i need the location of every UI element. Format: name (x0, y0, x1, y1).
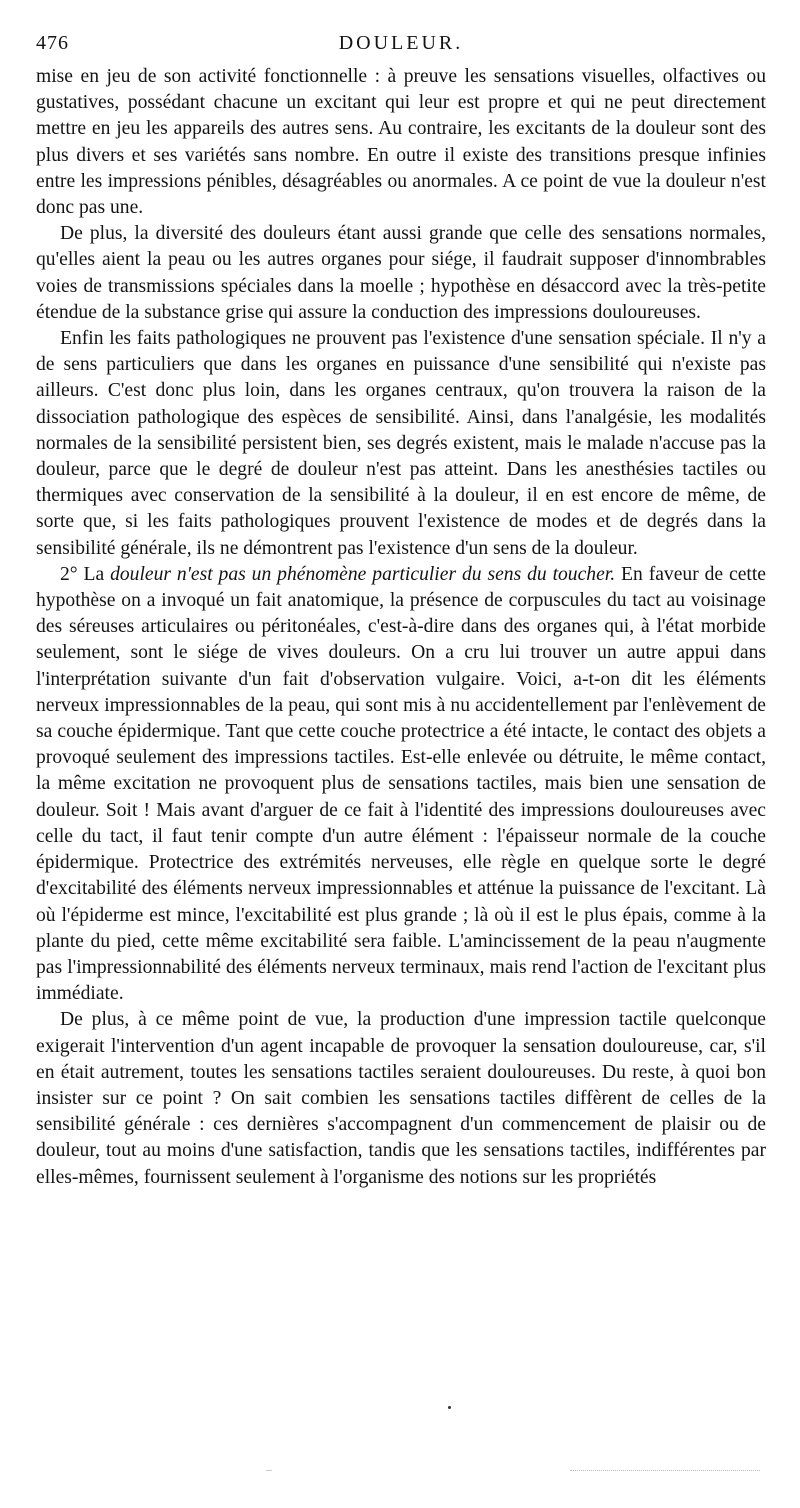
ink-dot (448, 1406, 451, 1409)
body-text (36, 64, 766, 1191)
paragraph-1 (36, 64, 766, 221)
paragraph-2 (36, 221, 766, 326)
paragraph-4-italic-heading: douleur n'est pas un phénomène particulier du sens du toucher. (110, 563, 616, 585)
book-page (36, 26, 766, 1191)
paragraph-5 (36, 1007, 766, 1190)
paragraph-2-text: De plus, la diversité des douleurs étant aussi grande que celle des sensations normales, qu'elles aient la peau ou les autres organes pour siége, il faudrait supposer d'innombrables voies de transmissions spéciales dans la moelle ; hypothèse en désaccord avec la très-petite étendue de la substance grise qui assure la conduction des impressions douloureuses. (36, 223, 766, 323)
paragraph-4 (36, 562, 766, 1007)
paragraph-3 (36, 326, 766, 562)
scan-speck (266, 1470, 272, 1471)
page-number: 476 (36, 32, 69, 54)
running-title: DOULEUR. (338, 32, 464, 54)
paragraph-4-lead: 2° La (60, 563, 111, 585)
paragraph-1-text: mise en jeu de son activité fonctionnelle : à preuve les sensations visuelles, olfactives ou gustatives, possédant chacune un excitant qui leur est propre et qui ne peut directement mettre en jeu les appareils des autres sens. Au contraire, les excitants de la douleur sont des plus divers et ses variétés sans nombre. En outre il existe des transitions presque infinies entre les impressions pénibles, désagréables ou anormales. A ce point de vue la douleur n'est donc pas une. (36, 66, 766, 219)
paragraph-4-text: En faveur de cette hypothèse on a invoqué un fait anatomique, la présence de corpuscules du tact au voisinage des séreuses articulaires ou péritonéales, c'est-à-dire dans des organes qui, à l'état morbide seulement, sont le siége de vives douleurs. On a cru lui trouver un autre appui dans l'interprétation suivante d'un fait d'observation vulgaire. Voici, a-t-on dit les éléments nerveux impressionnables de la peau, qui sont mis à nu accidentellement par l'enlèvement de sa couche épidermique. Tant que cette couche protectrice a été intacte, le contact des objets a provoqué seulement des impressions tactiles. Est-elle enlevée ou détruite, le même contact, la même excitation ne provoquent plus de sensations tactiles, mais bien une sensation de douleur. Soit ! Mais avant d'arguer de ce fait à l'identité des impressions douloureuses avec celle du tact, il faut tenir compte d'un autre élément : l'épaisseur normale de la couche épidermique. Protectrice des extrémités nerveuses, elle règle en quelque sorte le degré d'excitabilité des éléments nerveux impressionnables et atténue la puissance de l'excitant. Là où l'épiderme est mince, l'excitabilité est plus grande ; là où il est le plus épais, comme à la plante du pied, cette même excitabilité sera faible. L'amincissement de la peau n'augmente pas l'impressionnabilité des éléments nerveux terminaux, mais rend l'action de l'excitant plus immédiate. (36, 563, 766, 1005)
scan-specks (570, 1470, 760, 1473)
page-header (36, 26, 766, 64)
page-margin-marks (0, 1400, 800, 1480)
paragraph-3-text: Enfin les faits pathologiques ne prouvent pas l'existence d'une sensation spéciale. Il n'y a de sens particuliers que dans les organes en puissance d'une sensibilité qui n'existe pas ailleurs. C'est donc plus loin, dans les organes centraux, qu'on trouvera la raison de la dissociation pathologique des espèces de sensibilité. Ainsi, dans l'analgésie, les modalités normales de la sensibilité persistent bien, ses degrés existent, mais le malade n'accuse pas la douleur, parce que le degré de douleur n'est pas atteint. Dans les anesthésies tactiles ou thermiques avec conservation de la sensibilité à la douleur, il en est encore de même, de sorte que, si les faits pathologiques prouvent l'existence de modes et de degrés dans la sensibilité générale, ils ne démontrent pas l'existence d'un sens de la douleur. (36, 328, 766, 559)
paragraph-5-text: De plus, à ce même point de vue, la production d'une impression tactile quelconque exigerait l'intervention d'un agent incapable de provoquer la sensation douloureuse, car, s'il en était autrement, toutes les sensations tactiles seraient douloureuses. Du reste, à quoi bon insister sur ce point ? On sait combien les sensations tactiles diffèrent de celles de la sensibilité générale : ces dernières s'accompagnent d'un commencement de plaisir ou de douleur, tout au moins d'une satisfaction, tandis que les sensations tactiles, indifférentes par elles-mêmes, fournissent seulement à l'organisme des notions sur les propriétés (36, 1009, 766, 1188)
